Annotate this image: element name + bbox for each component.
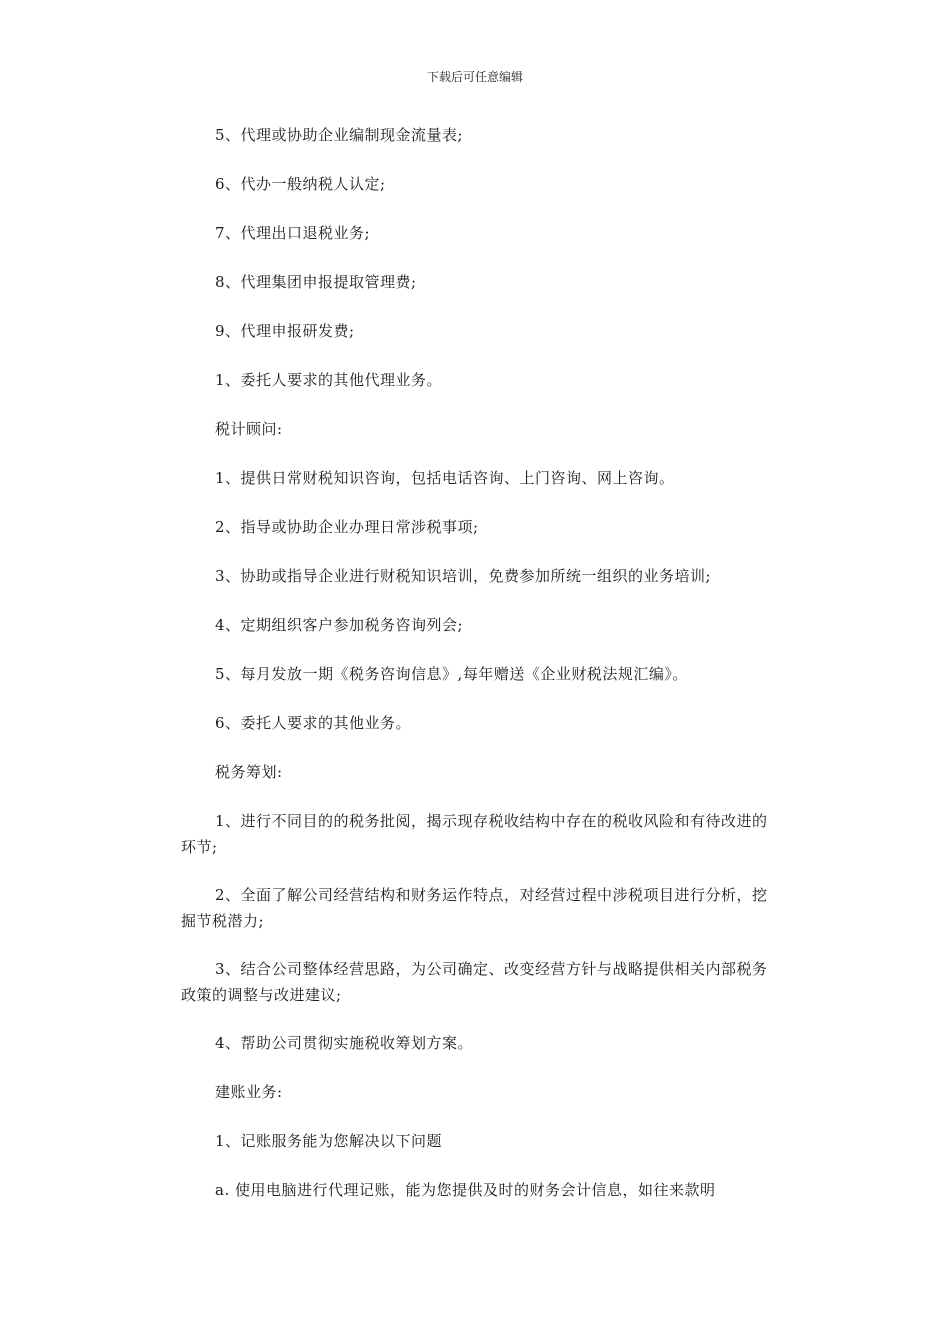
paragraph: 1、委托人要求的其他代理业务。 [215,371,443,389]
page-header: 下载后可任意编辑 [426,70,523,84]
paragraph: 1、进行不同目的的税务批阅，揭示现存税收结构中存在的税收风险和有待改进的环节; [181,812,768,856]
paragraph: 3、协助或指导企业进行财税知识培训，免费参加所统一组织的业务培训; [215,567,712,585]
paragraph: 1、提供日常财税知识咨询，包括电话咨询、上门咨询、网上咨询。 [215,469,675,487]
paragraph: 6、代办一般纳税人认定; [215,175,386,193]
paragraph: 9、代理申报研发费; [215,322,355,340]
paragraph: 6、委托人要求的其他业务。 [215,714,412,732]
paragraph: 7、代理出口退税业务; [215,224,371,242]
paragraph: 4、帮助公司贯彻实施税收筹划方案。 [215,1034,474,1052]
document-body [181,122,771,1226]
paragraph: 3、结合公司整体经营思路，为公司确定、改变经营方针与战略提供相关内部税务政策的调整与改进建议; [181,960,768,1004]
paragraph: 8、代理集团申报提取管理费; [215,273,417,291]
paragraph: 5、代理或协助企业编制现金流量表; [215,126,464,144]
paragraph: 5、每月发放一期《税务咨询信息》,每年赠送《企业财税法规汇编》。 [215,665,688,683]
paragraph: 1、记账服务能为您解决以下问题 [215,1132,443,1150]
paragraph: 4、定期组织客户参加税务咨询列会; [215,616,464,634]
section-heading: 税务筹划: [215,763,283,781]
section-heading: 建账业务: [215,1083,283,1101]
section-heading: 税计顾问: [215,420,283,438]
paragraph: 2、指导或协助企业办理日常涉税事项; [215,518,479,536]
paragraph: 2、全面了解公司经营结构和财务运作特点，对经营过程中涉税项目进行分析，挖掘节税潜力; [181,886,768,930]
paragraph: a. 使用电脑进行代理记账，能为您提供及时的财务会计信息，如往来款明 [215,1181,716,1199]
